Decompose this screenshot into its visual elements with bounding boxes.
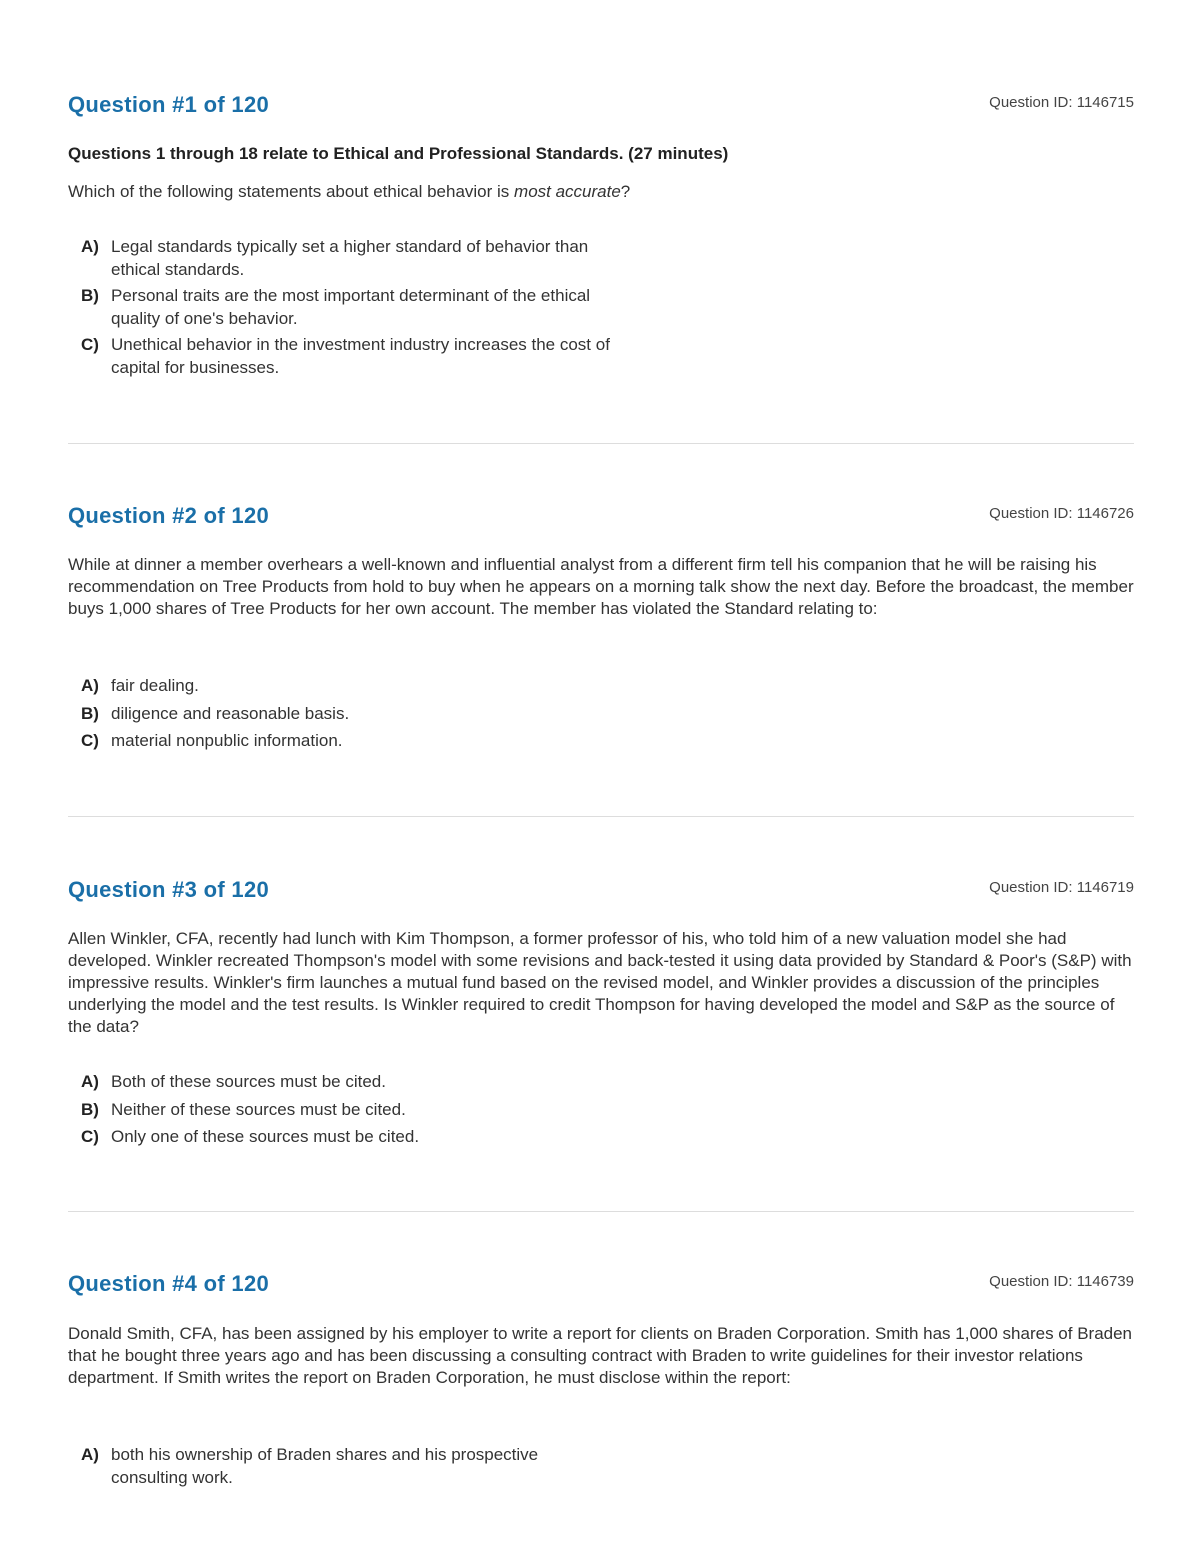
answer-text: Both of these sources must be cited.	[111, 1072, 386, 1091]
stem-text-end: ?	[620, 182, 631, 201]
answer-list	[81, 1444, 611, 1489]
answer-letter: C)	[81, 335, 99, 354]
answer-option-c[interactable]	[81, 730, 681, 753]
answer-text: Only one of these sources must be cited.	[111, 1127, 420, 1146]
answer-text: Unethical behavior in the investment industry increases the cost of capital for businesses.	[111, 335, 610, 377]
stem-text: Which of the following statements about ethical behavior is	[68, 182, 515, 201]
answer-list	[81, 1071, 681, 1149]
question-title: Question #1 of 120	[68, 92, 270, 117]
answer-text: fair dealing.	[111, 676, 199, 695]
question-title: Question #4 of 120	[68, 1271, 270, 1296]
answer-list	[81, 236, 626, 379]
question-stem: Allen Winkler, CFA, recently had lunch with Kim Thompson, a former professor of his, who told him of a new valuation model she had developed. Winkler recreated Thompson's model with some revisions and back-tested it using data provided by Standard & Poor's (S&P) with impressive results. Winkler's firm launches a mutual fund based on the revised model, and Winkler provides a discussion of the principles underlying the model and the test results. Is Winkler required to credit Thompson for having developed the model and S&P as the source of the data?	[68, 929, 1132, 1036]
question-divider	[68, 816, 1134, 817]
answer-letter: B)	[81, 703, 99, 723]
stem-emphasis: most accurate	[514, 182, 621, 201]
question-divider	[68, 443, 1134, 444]
answer-text: Neither of these sources must be cited.	[111, 1099, 406, 1119]
answer-text: Personal traits are the most important determinant of the ethical quality of one's behavior.	[111, 286, 591, 328]
answer-letter: A)	[81, 1072, 99, 1091]
answer-option-b[interactable]	[81, 1099, 681, 1122]
answer-option-a[interactable]	[81, 1071, 681, 1094]
answer-list	[81, 675, 681, 753]
answer-option-a[interactable]	[81, 675, 681, 698]
question-divider	[68, 1211, 1134, 1212]
answer-letter: A)	[81, 676, 99, 695]
answer-letter: C)	[81, 1127, 99, 1146]
answer-text: material nonpublic information.	[111, 731, 343, 750]
answer-text: diligence and reasonable basis.	[111, 703, 350, 723]
question-stem: While at dinner a member overhears a well-known and influential analyst from a different firm tell his companion that he will be raising his recommendation on Tree Products from hold to buy when he appears on a morning talk show the next day. Before the broadcast, the member buys 1,000 shares of Tree Products for her own account. The member has violated the Standard relating to:	[68, 555, 1134, 618]
question-title: Question #3 of 120	[68, 877, 270, 902]
question-title: Question #2 of 120	[68, 503, 270, 528]
answer-option-c[interactable]	[81, 334, 626, 379]
answer-text: Legal standards typically set a higher standard of behavior than ethical standards.	[111, 237, 589, 279]
answer-option-b[interactable]	[81, 703, 681, 726]
question-stem	[68, 181, 1134, 203]
section-note: Questions 1 through 18 relate to Ethical and Professional Standards. (27 minutes)	[68, 144, 729, 163]
answer-option-b[interactable]	[81, 285, 626, 330]
answer-letter: A)	[81, 237, 99, 256]
answer-option-a[interactable]	[81, 1444, 611, 1489]
question-id: Question ID: 1146715	[989, 94, 1134, 111]
question-id: Question ID: 1146719	[989, 879, 1134, 896]
answer-text: both his ownership of Braden shares and his prospective consulting work.	[111, 1445, 539, 1487]
answer-letter: C)	[81, 731, 99, 750]
answer-option-c[interactable]	[81, 1126, 681, 1149]
question-id: Question ID: 1146726	[989, 505, 1134, 522]
answer-letter: B)	[81, 286, 99, 305]
answer-letter: B)	[81, 1099, 99, 1119]
question-id: Question ID: 1146739	[989, 1273, 1134, 1290]
answer-option-a[interactable]	[81, 236, 626, 281]
question-stem: Donald Smith, CFA, has been assigned by his employer to write a report for clients on Braden Corporation. Smith has 1,000 shares of Braden that he bought three years ago and has been discussing a consulting contract with Braden to write guidelines for their investor relations department. If Smith writes the report on Braden Corporation, he must disclose within the report:	[68, 1324, 1133, 1387]
answer-letter: A)	[81, 1445, 99, 1464]
